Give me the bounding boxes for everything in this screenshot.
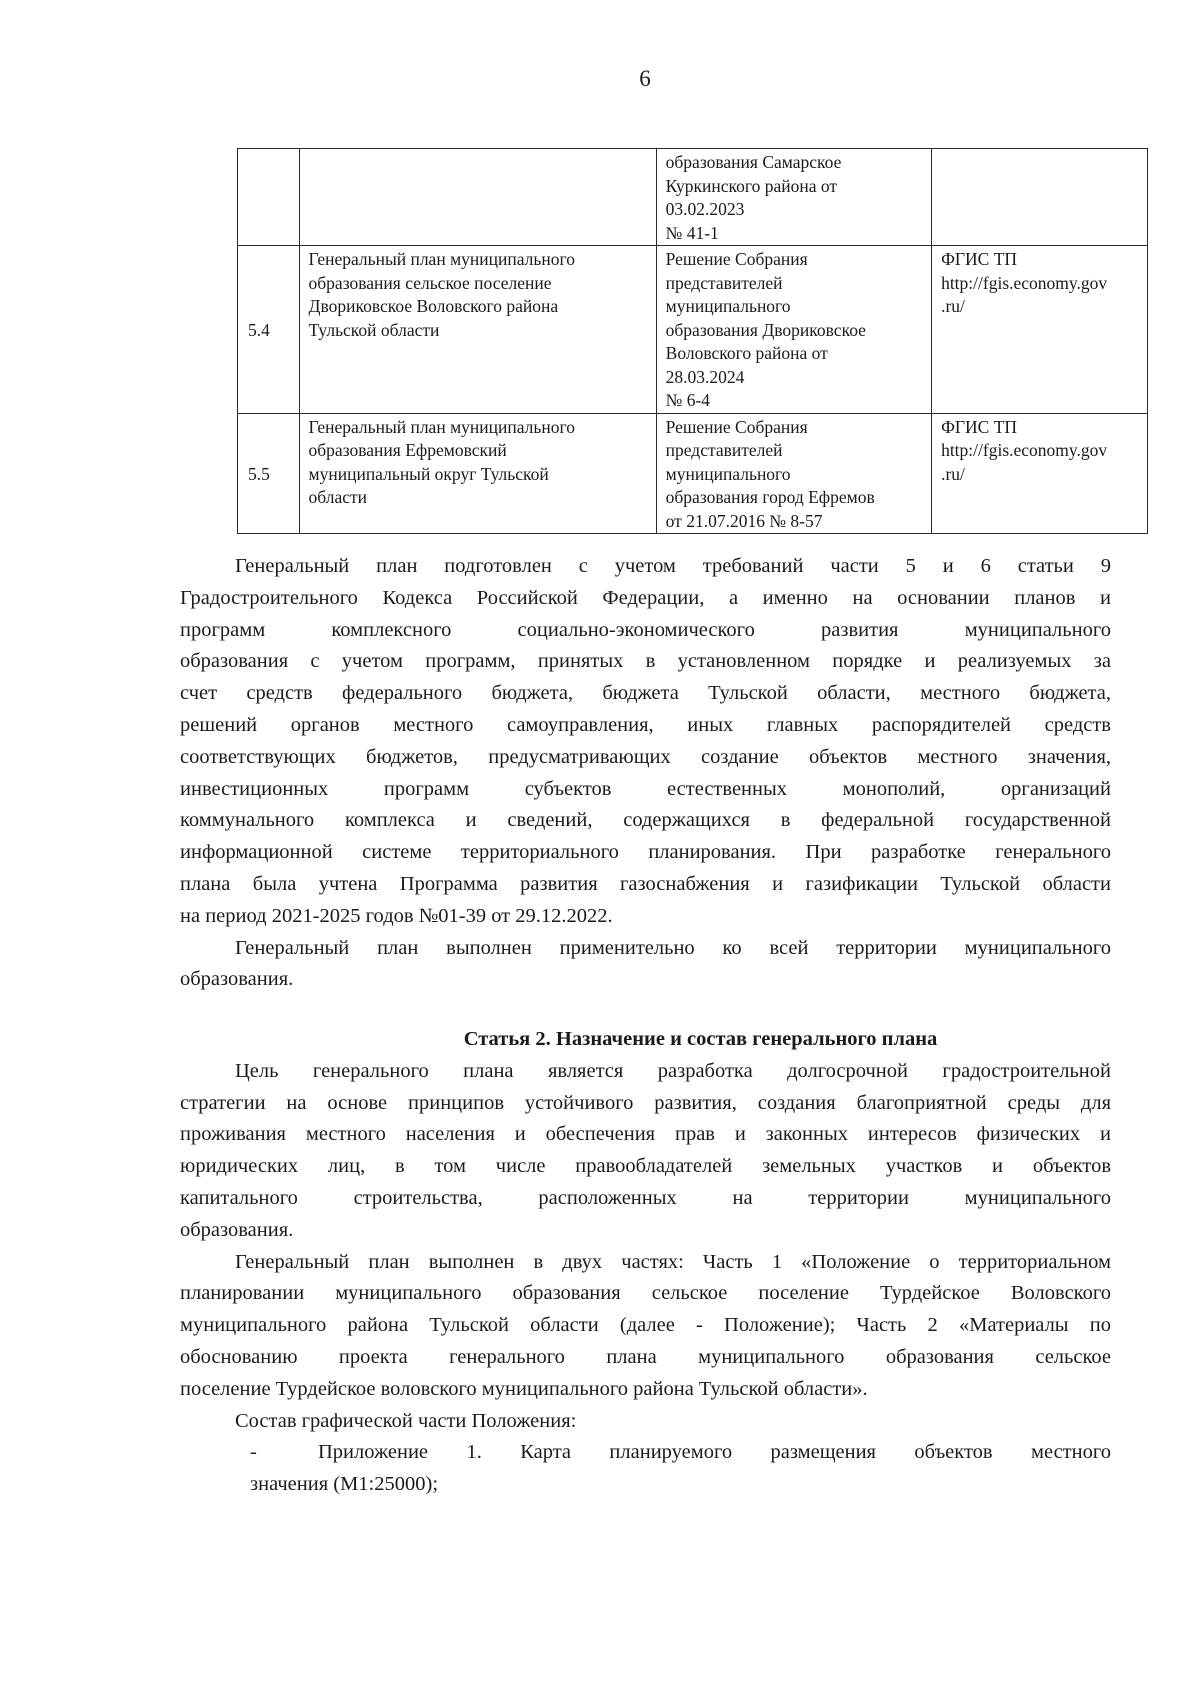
text-line: поселение Турдейское воловского муниципального района Тульской области». (180, 1377, 868, 1400)
text-line: плана была учтена Программа развития газоснабжения и газификации Тульской области (180, 872, 1111, 895)
text-line: образования Двориковское (665, 319, 866, 340)
document-name (299, 246, 656, 414)
text-line: образования с учетом программ, принятых в установленном порядке и реализуемых за (180, 650, 1111, 673)
text-line: счет средств федерального бюджета, бюджета Тульской области, местного бюджета, (180, 682, 1111, 705)
text-line: области (308, 487, 368, 507)
section-heading: Статья 2. Назначение и состав генерального плана (463, 1028, 938, 1050)
approval-decision (656, 149, 931, 246)
text-line: планировании муниципального образования сельское поселение Турдейское Воловского (180, 1282, 1111, 1305)
text-line: ФГИС ТП (941, 249, 1018, 269)
text-line: ФГИС ТП (941, 416, 1018, 437)
row-number: 5.4 (238, 246, 300, 414)
text-line: Куркинского района от (665, 175, 838, 196)
text-line: образования. (180, 968, 294, 991)
text-line: муниципального (665, 296, 791, 316)
paragraph (180, 1247, 1111, 1406)
text-line: программ комплексного социально-экономического развития муниципального (180, 618, 1111, 641)
text-line: Решение Собрания (665, 249, 808, 269)
text-line: на период 2021-2025 годов №01-39 от 29.12.2022. (180, 904, 613, 927)
text-line: стратегии на основе принципов устойчивого развития, создания благоприятной среды для (180, 1091, 1111, 1114)
text-line: информационной системе территориального планирования. При разработке генерального (180, 841, 1111, 864)
text-line: инвестиционных программ субъектов естественных монополий, организаций (180, 777, 1111, 800)
source-reference (932, 413, 1148, 534)
text-line: Генеральный план выполнен в двух частях: Часть 1 «Положение о территориальном (235, 1250, 1111, 1273)
text-line: Генеральный план подготовлен с учетом требований части 5 и 6 статьи 9 (235, 555, 1111, 577)
text-line: образования сельское поселение (308, 272, 552, 293)
document-name (299, 149, 656, 246)
page-number: 6 (639, 66, 651, 91)
text-line: Генеральный план муниципального (308, 416, 575, 437)
paragraph-planning-basis (180, 551, 1111, 996)
approval-decision (656, 413, 931, 534)
list-dash: - (250, 1441, 257, 1464)
paragraph (180, 551, 1111, 933)
text-line: .ru/ (941, 296, 965, 316)
list-item (180, 1437, 1111, 1501)
text-line: образования Самарское (665, 152, 842, 172)
text-line: Генеральный план выполнен применительно ко всей территории муниципального (235, 936, 1111, 959)
text-line: образования. (180, 1218, 294, 1241)
row-number (238, 149, 300, 246)
text-line: образования Ефремовский (308, 440, 507, 460)
source-reference (932, 246, 1148, 414)
table-row (238, 149, 1148, 246)
table-row (238, 246, 1148, 414)
row-number: 5.5 (238, 413, 300, 534)
text-line: муниципальный округ Тульской (308, 463, 549, 484)
text-line: представителей (665, 272, 783, 293)
text-line: юридических лиц, в том числе правообладателей земельных участков и объектов (180, 1155, 1111, 1178)
text-line: соответствующих бюджетов, предусматривающих создание объектов местного значения, (180, 745, 1111, 768)
paragraph (180, 1406, 1111, 1438)
article-2-section (180, 1024, 1111, 1501)
text-line: Двориковское Воловского района (308, 296, 559, 316)
text-line: образования город Ефремов (665, 487, 875, 507)
text-line: решений органов местного самоуправления, иных главных распорядителей средств (180, 713, 1111, 736)
text-line: 03.02.2023 (665, 199, 745, 219)
table-row (238, 413, 1148, 534)
source-reference (932, 149, 1148, 246)
text-line: Решение Собрания (665, 416, 808, 437)
text-line: от 21.07.2016 № 8-57 (665, 510, 823, 531)
documents-table (237, 148, 1148, 534)
text-line: Генеральный план муниципального (308, 249, 575, 269)
source-link[interactable]: http://fgis.economy.gov (941, 272, 1108, 293)
text-line: муниципального района Тульской области (далее - Положение); Часть 2 «Материалы по (180, 1314, 1111, 1337)
document-name (299, 413, 656, 534)
paragraph (180, 933, 1111, 997)
text-line: № 41-1 (665, 222, 719, 243)
text-line: представителей (665, 440, 783, 460)
text-line: Воловского района от (665, 343, 828, 363)
text-line: Приложение 1. Карта планируемого размещения объектов местного (318, 1441, 1111, 1464)
source-link[interactable]: http://fgis.economy.gov (941, 440, 1108, 460)
text-line: обоснованию проекта генерального плана муниципального образования сельское (180, 1345, 1111, 1368)
text-line: № 6-4 (665, 390, 711, 410)
text-line: 28.03.2024 (665, 366, 745, 387)
approval-decision (656, 246, 931, 414)
text-line: Цель генерального плана является разработка долгосрочной градостроительной (235, 1059, 1111, 1082)
text-line: муниципального (665, 463, 791, 484)
text-line: .ru/ (941, 463, 965, 484)
text-line: Тульской области (308, 319, 440, 340)
text-line: коммунального комплекса и сведений, содержащихся в федеральной государственной (180, 809, 1111, 832)
text-line: проживания местного населения и обеспечения прав и законных интересов физических и (180, 1123, 1111, 1146)
text-line: капитального строительства, расположенных на территории муниципального (180, 1186, 1111, 1209)
text-line: Состав графической части Положения: (235, 1409, 577, 1432)
text-line: значения (М1:25000); (250, 1473, 439, 1496)
text-line: Градостроительного Кодекса Российской Федерации, а именно на основании планов и (180, 586, 1111, 609)
paragraph (180, 1056, 1111, 1247)
